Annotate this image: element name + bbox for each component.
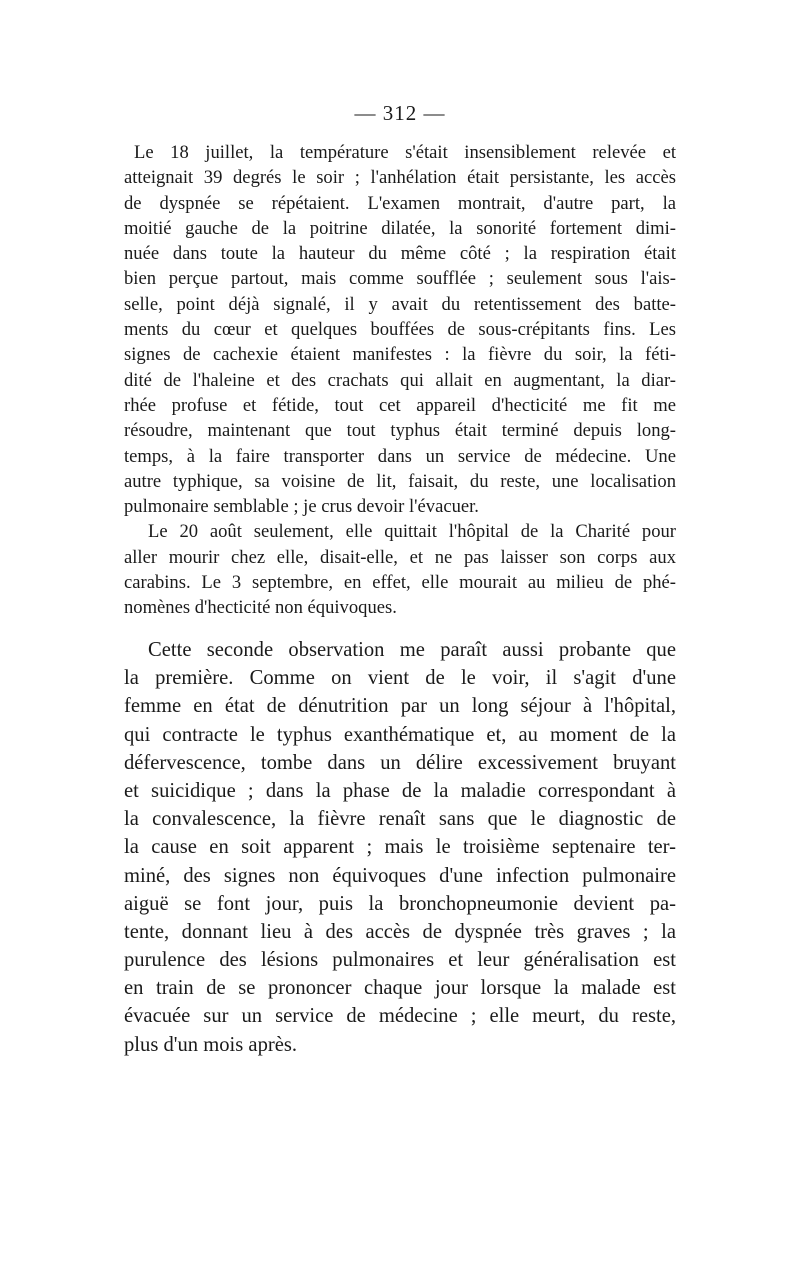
text-line: nomènes d'hecticité non équivoques.	[124, 597, 397, 619]
text-line: bien perçue partout, mais comme soufflée ; seulement sous l'ais-	[124, 268, 676, 290]
text-line: en train de se prononcer chaque jour lorsque la malade est	[124, 977, 676, 1000]
observation-paragraphs	[124, 140, 676, 621]
page-number: — 312 —	[354, 101, 446, 125]
text-line: nuée dans toute la hauteur du même côté ; la respiration était	[124, 243, 676, 265]
text-line: Cette seconde observation me paraît aussi probante que	[148, 639, 676, 661]
text-line: ments du cœur et quelques bouffées de sous-crépitants fins. Les	[124, 319, 676, 341]
text-line: et suicidique ; dans la phase de la maladie correspondant à	[124, 779, 676, 802]
text-line: atteignait 39 degrés le soir ; l'anhélation était persistante, les accès	[124, 167, 676, 189]
text-line: rhée profuse et fétide, tout cet appareil d'hecticité me fit me	[124, 394, 676, 416]
text-line: selle, point déjà signalé, il y avait du retentissement des batte-	[124, 293, 676, 315]
text-line: la convalescence, la fièvre renaît sans que le diagnostic de	[124, 808, 676, 831]
text-line: carabins. Le 3 septembre, en effet, elle mourait au milieu de phé-	[124, 572, 676, 594]
text-line: Le 20 août seulement, elle quittait l'hôpital de la Charité pour	[148, 521, 676, 543]
text-line: évacuée sur un service de médecine ; elle meurt, du reste,	[124, 1005, 676, 1028]
text-line: qui contracte le typhus exanthématique et, au moment de la	[124, 723, 676, 746]
text-line: Le 18 juillet, la température s'était insensiblement relevée et	[134, 142, 676, 163]
text-line: la première. Comme on vient de le voir, il s'agit d'une	[124, 667, 676, 690]
commentary-paragraph	[124, 636, 676, 1059]
text-line: moitié gauche de la poitrine dilatée, la sonorité fortement dimi-	[124, 217, 676, 239]
text-line: purulence des lésions pulmonaires et leur généralisation est	[124, 949, 676, 972]
text-line: aller mourir chez elle, disait-elle, et ne pas laisser son corps aux	[124, 546, 676, 568]
text-line: de dyspnée se répétaient. L'examen montrait, d'autre part, la	[124, 192, 676, 214]
text-line: autre typhique, sa voisine de lit, faisait, du reste, une localisation	[124, 470, 676, 492]
text-line: femme en état de dénutrition par un long séjour à l'hôpital,	[124, 695, 676, 718]
text-line: signes de cachexie étaient manifestes : la fièvre du soir, la féti-	[124, 344, 676, 366]
text-line: aiguë se font jour, puis la bronchopneumonie devient pa-	[124, 892, 676, 915]
text-line: défervescence, tombe dans un délire excessivement bruyant	[124, 751, 676, 774]
text-line: dité de l'haleine et des crachats qui allait en augmentant, la diar-	[124, 369, 676, 391]
text-line: pulmonaire semblable ; je crus devoir l'évacuer.	[124, 496, 479, 518]
text-line: la cause en soit apparent ; mais le troisième septenaire ter-	[124, 836, 676, 859]
text-line: plus d'un mois après.	[124, 1033, 298, 1056]
text-line: résoudre, maintenant que tout typhus était terminé depuis long-	[124, 420, 676, 442]
text-line: temps, à la faire transporter dans un service de médecine. Une	[124, 445, 676, 467]
text-line: miné, des signes non équivoques d'une infection pulmonaire	[124, 864, 676, 887]
text-line: tente, donnant lieu à des accès de dyspnée très graves ; la	[124, 920, 676, 943]
